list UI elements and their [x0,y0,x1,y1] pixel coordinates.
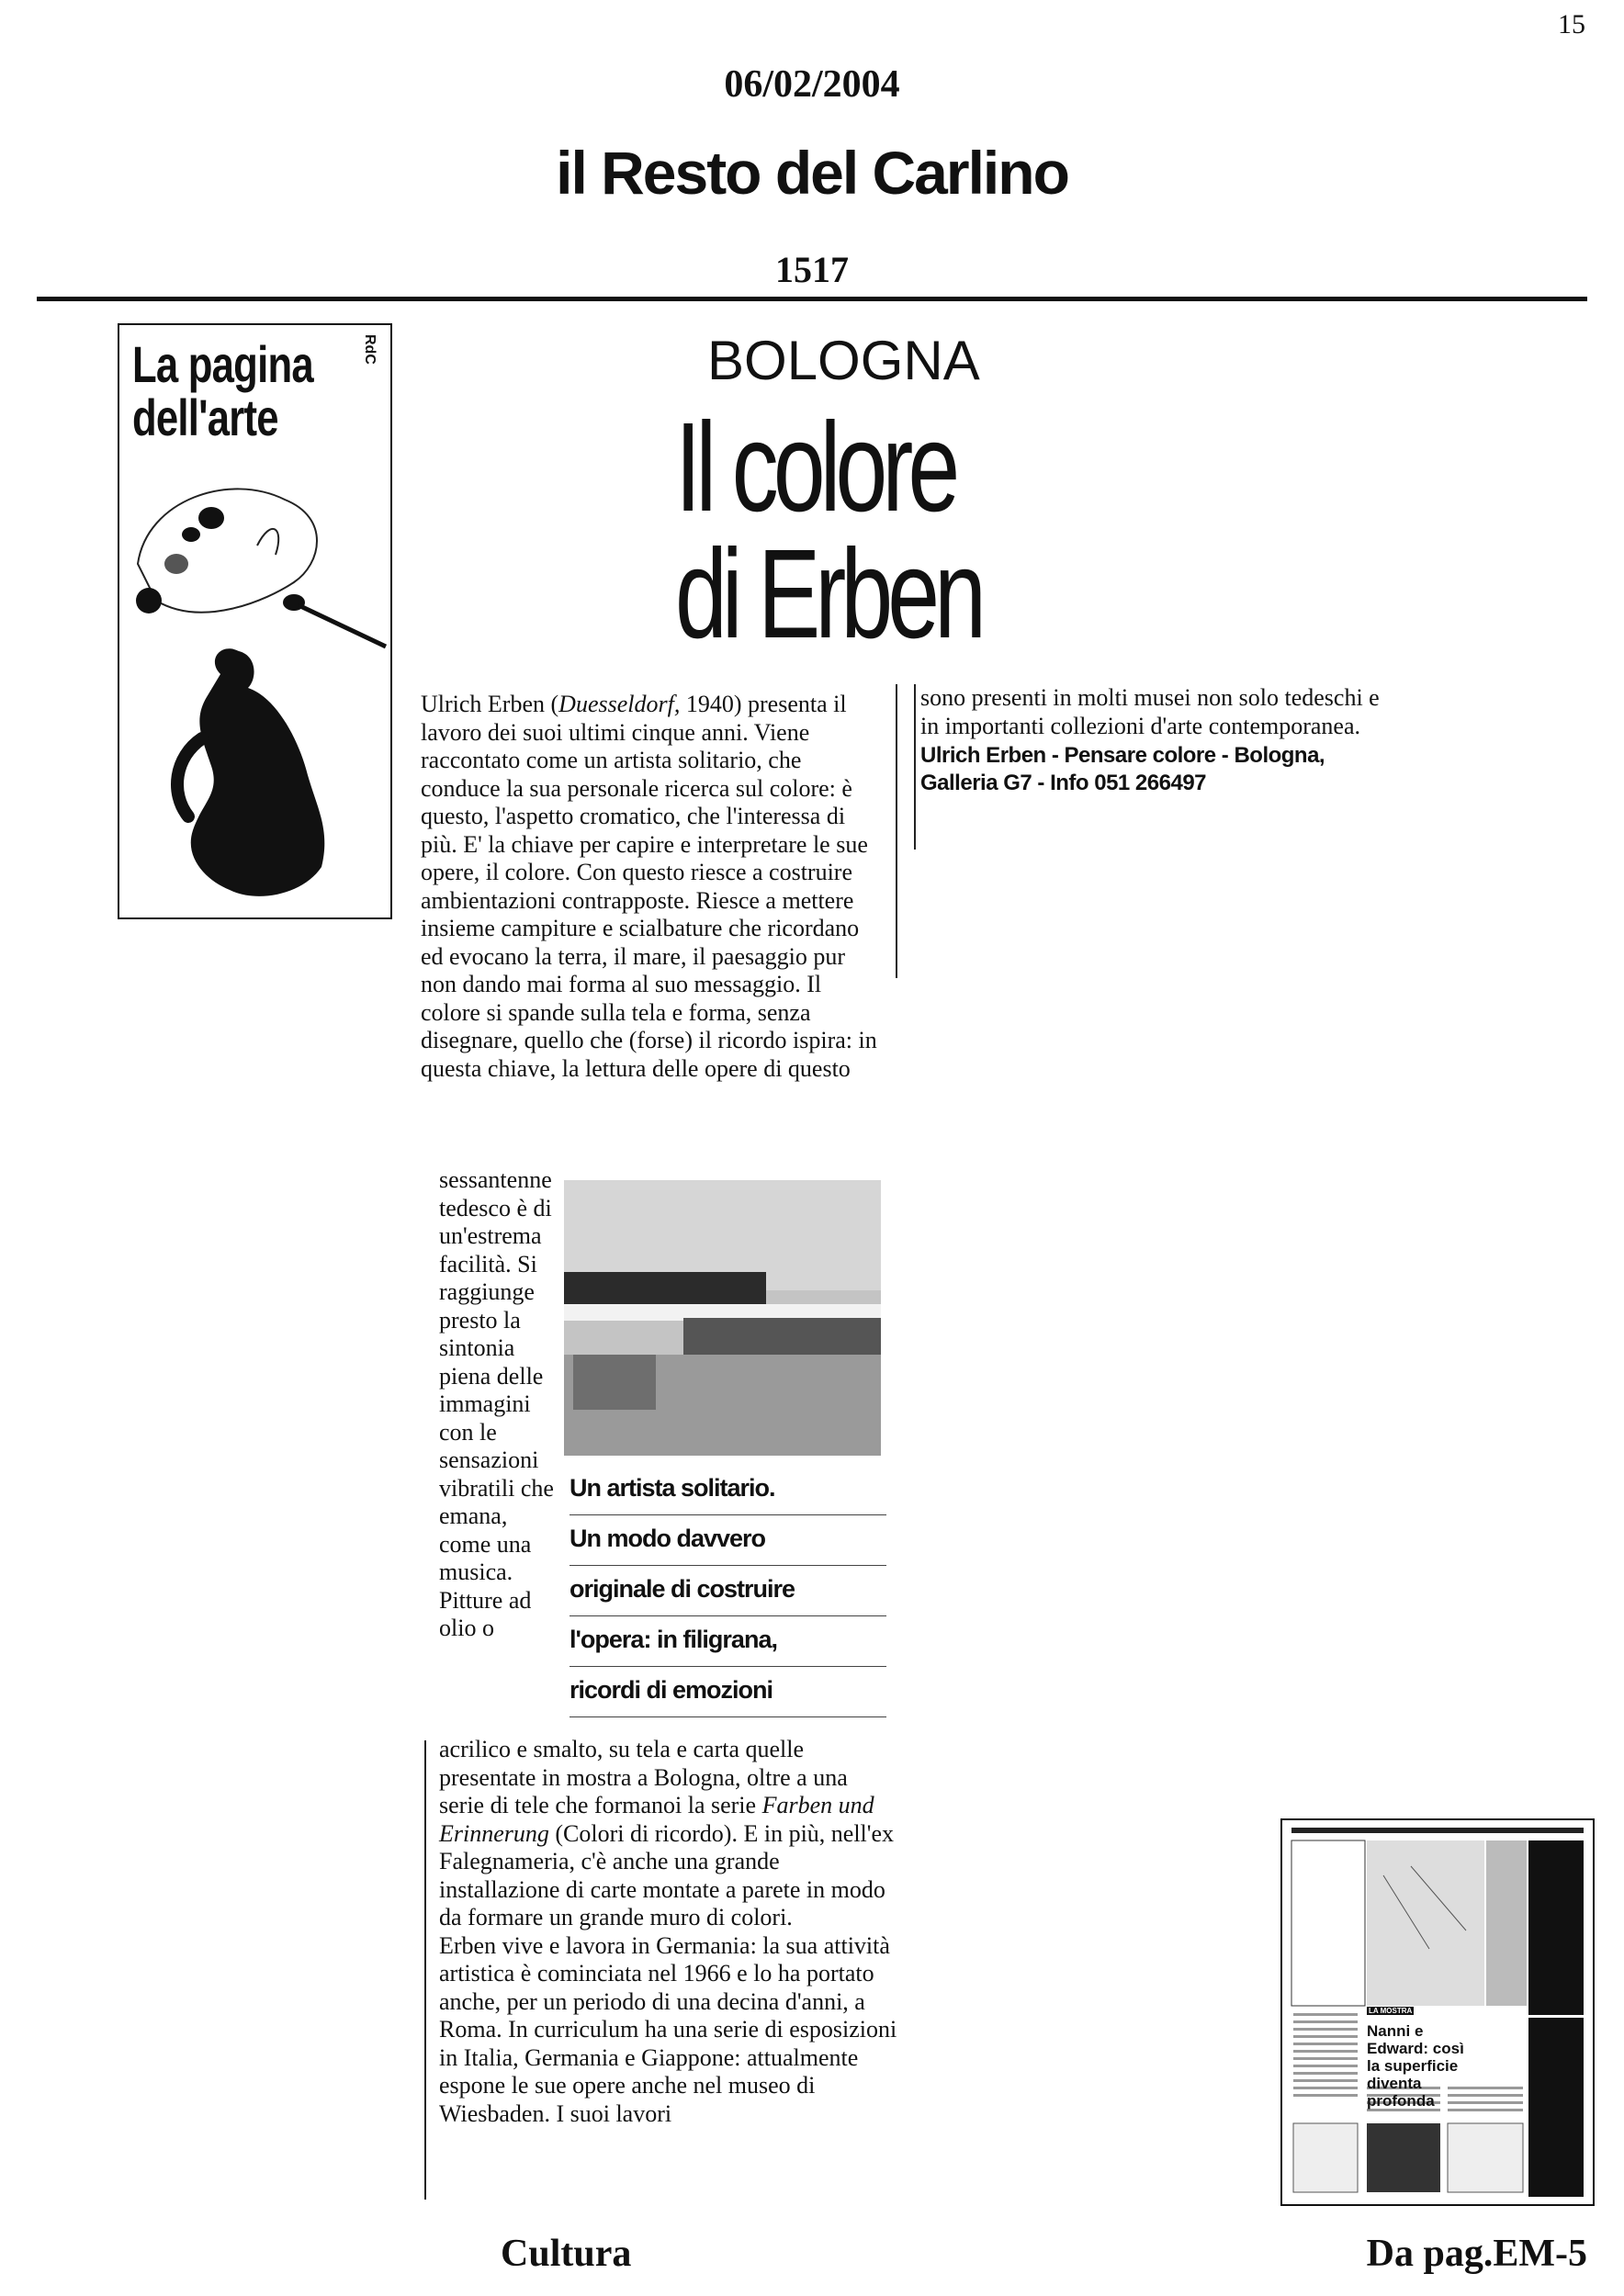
thumbnail-kicker: LA MOSTRA [1369,2007,1413,2015]
column-logo-title [132,335,313,446]
header-divider [37,297,1587,301]
column-logo-title-line1: La pagina [132,335,313,393]
artwork-photo [564,1180,881,1456]
thumbnail-headline: Nanni e Edward: così la superficie diventa profonda [1367,2022,1464,2110]
page-number: 15 [1558,9,1585,39]
newspaper-masthead: il Resto del Carlino [556,139,1068,207]
article-body-col2 [920,684,1380,797]
article-paragraph: Erben vive e lavora in Germania: la sua attività artistica è cominciata nel 1966 e lo ha portato anche, per un periodo di una decina d'anni, a Roma. In curriculum ha una serie di esposizioni in Italia, Germania e Giappone: attualmente espone le sue opere anche nel museo di Wiesbaden. I suoi lavori [439,1931,897,2127]
artwork-photo-image [564,1180,881,1456]
column-logo-title-line2: dell'arte [132,388,278,446]
thinker-palette-illustration [119,463,390,917]
column-divider [424,1740,426,2200]
article-body-col1-top: Ulrich Erben (Duesseldorf, 1940) presenta il lavoro dei suoi ultimi cinque anni. Viene raccontato come un artista solitario, che conduce la sua personale ricerca sul colore: è questo, l'aspetto cromatico, che l'interessa di più. E' la chiave per capire e interpretare le sue opere, il colore. Con questo riesce a costruire ambientazioni contrapposte. Riesce a mettere insieme campiture e scialbature che ricordano ed evocano la terra, il mare, il paesaggio pur non dando mai forma al suo messaggio. Il colore si spande sulla tela e forma, senza disegnare, quello che (forse) il ricordo ispira: in questa chiave, la lettura delle opere di questo [421,691,877,1082]
exhibition-credit-line: Galleria G7 - Info 051 266497 [920,771,1207,795]
pull-quote-line: Un modo davvero [570,1515,886,1566]
article-headline: Il colore di Erben [675,397,981,665]
article-paragraph: sono presenti in molti musei non solo tedeschi e in importanti collezioni d'arte contemporanea. [920,684,1380,739]
article-body-narrow: sessantenne tedesco è di un'estrema facilità. Si raggiunge presto la sintonia piena delle immagini con le sensazioni vibratili che emana, come una musica. Pitture ad olio o [439,1166,554,1641]
issue-number: 1517 [775,249,849,290]
pull-quote-line: ricordi di emozioni [570,1667,886,1717]
exhibition-credit [920,742,1380,797]
column-logo-mark: RdC [362,334,378,365]
source-page-thumbnail [1280,1818,1595,2206]
article-body-col1-bottom [439,1736,898,2128]
column-logo [118,323,392,919]
publication-date: 06/02/2004 [724,63,900,106]
article-section: BOLOGNA [707,330,980,391]
pull-quote-line: Un artista solitario. [570,1465,886,1515]
pull-quote-line: l'opera: in filigrana, [570,1616,886,1667]
exhibition-credit-line: Ulrich Erben - Pensare colore - Bologna, [920,743,1325,768]
pull-quote-line: originale di costruire [570,1566,886,1616]
article-paragraph: acrilico e smalto, su tela e carta quelle presentate in mostra a Bologna, oltre a una serie di tele che formanoi la serie Farben und Erinnerung (Colori di ricordo). E in più, nell'ex Falegnameria, c'è anche una grande installazione di carte montate a parete in modo da formare un grande muro di colori. [439,1736,894,1930]
pull-quote [570,1465,886,1717]
footer-page-reference: Da pag.EM-5 [1366,2233,1587,2275]
column-divider [914,684,916,850]
source-page-thumbnail-layout [1282,1820,1593,2204]
column-divider [896,684,897,978]
footer-section-label: Cultura [501,2233,632,2275]
